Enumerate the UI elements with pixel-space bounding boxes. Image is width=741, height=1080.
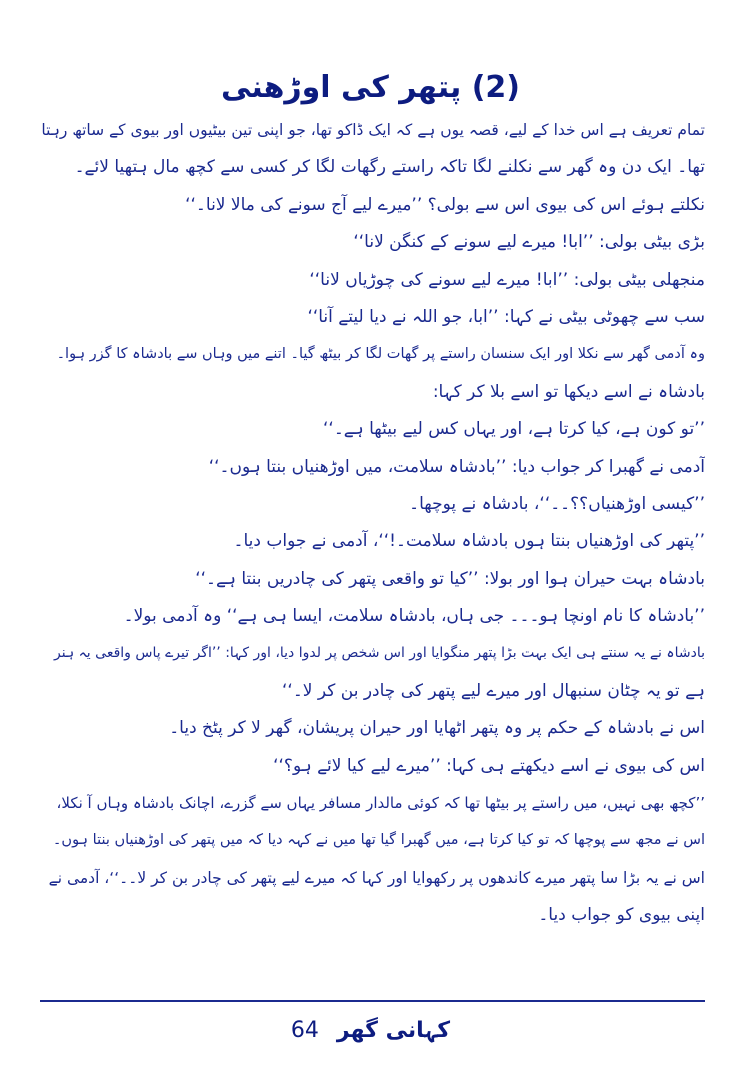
body-line: ’’پتھر کی اوڑھنیاں بنتا ہوں بادشاہ سلامت۔!‘‘، آدمی نے جواب دیا۔ xyxy=(233,531,705,552)
body-line: ’’بادشاہ کا نام اونچا ہو۔۔۔ جی ہاں، بادشاہ سلامت، ایسا ہی ہے‘‘ وہ آدمی بولا۔ xyxy=(123,606,705,627)
story-body xyxy=(40,112,705,935)
page-number: 64 xyxy=(290,1018,319,1043)
body-line: ہے تو یہ چٹان سنبھال اور میرے لیے پتھر کی چادر بن کر لا۔‘‘ xyxy=(282,680,705,701)
body-line: اس نے مجھ سے پوچھا کہ تو کیا کرتا ہے، میں گھبرا گیا تھا میں نے کہہ دیا کہ میں پتھر کی اوڑھنیاں بنتا ہوں۔ xyxy=(52,832,705,849)
page-footer xyxy=(0,1018,741,1043)
body-line: منجھلی بیٹی بولی: ’’ابا! میرے لیے سونے کی چوڑیاں لانا‘‘ xyxy=(309,269,705,290)
body-line: بادشاہ نے یہ سنتے ہی ایک بہت بڑا پتھر منگوایا اور اس شخص پر لدوا دیا، اور کہا: ’’اگر تیرے پاس واقعی یہ ہنر xyxy=(54,645,705,662)
body-line: اس نے یہ بڑا سا پتھر میرے کاندھوں پر رکھوایا اور کہا کہ میرے لیے پتھر کی چادر بن کر لا۔۔‘‘، آدمی نے xyxy=(48,868,705,887)
body-line: ’’تو کون ہے، کیا کرتا ہے، اور یہاں کس لیے بیٹھا ہے۔‘‘ xyxy=(323,419,705,440)
body-line: ’’کیسی اوڑھنیاں؟؟۔۔‘‘، بادشاہ نے پوچھا۔ xyxy=(409,493,705,514)
body-line: تمام تعریف ہے اس خدا کے لیے، قصہ یوں ہے کہ ایک ڈاکو تھا، جو اپنی تین بیٹیوں اور بیوی کے ساتھ رہتا xyxy=(41,121,705,139)
body-line: بڑی بیٹی بولی: ’’ابا! میرے لیے سونے کے کنگن لانا‘‘ xyxy=(353,232,705,253)
footer-divider xyxy=(40,1000,705,1002)
body-line: بادشاہ بہت حیران ہوا اور بولا: ’’کیا تو واقعی پتھر کی چادریں بنتا ہے۔‘‘ xyxy=(195,568,705,589)
body-line: تھا۔ ایک دن وہ گھر سے نکلنے لگا تاکہ راستے رگھات لگا کر کسی سے کچھ مال ہتھیا لائے۔ xyxy=(74,157,705,178)
body-line: آدمی نے گھبرا کر جواب دیا: ’’بادشاہ سلامت، میں اوڑھنیاں بنتا ہوں۔‘‘ xyxy=(208,456,705,477)
body-line: ’’کچھ بھی نہیں، میں راستے پر بیٹھا تھا کہ کوئی مالدار مسافر یہاں سے گزرے، اچانک بادشاہ وہاں آ نکلا، xyxy=(56,794,705,813)
body-line: وہ آدمی گھر سے نکلا اور ایک سنسان راستے پر گھات لگا کر بیٹھ گیا۔ اتنے میں وہاں سے بادشاہ کا گزر ہوا۔ xyxy=(56,346,705,363)
body-line: اس کی بیوی نے اسے دیکھتے ہی کہا: ’’میرے لیے کیا لائے ہو؟‘‘ xyxy=(273,755,705,776)
body-line: نکلتے ہوئے اس کی بیوی اس سے بولی؟ ’’میرے لیے آج سونے کی مالا لانا۔‘‘ xyxy=(185,194,705,215)
body-line: بادشاہ نے اسے دیکھا تو اسے بلا کر کہا: xyxy=(432,381,705,402)
body-line: اپنی بیوی کو جواب دیا۔ xyxy=(538,905,705,926)
book-title: کہانی گھر xyxy=(336,1018,451,1043)
body-line: اس نے بادشاہ کے حکم پر وہ پتھر اٹھایا اور حیران پریشان، گھر لا کر پٹخ دیا۔ xyxy=(169,718,705,739)
story-title: (2) پتھر کی اوڑھنی xyxy=(220,70,520,105)
body-line: سب سے چھوٹی بیٹی نے کہا: ’’ابا، جو اللہ نے دیا لیتے آنا‘‘ xyxy=(307,306,705,327)
